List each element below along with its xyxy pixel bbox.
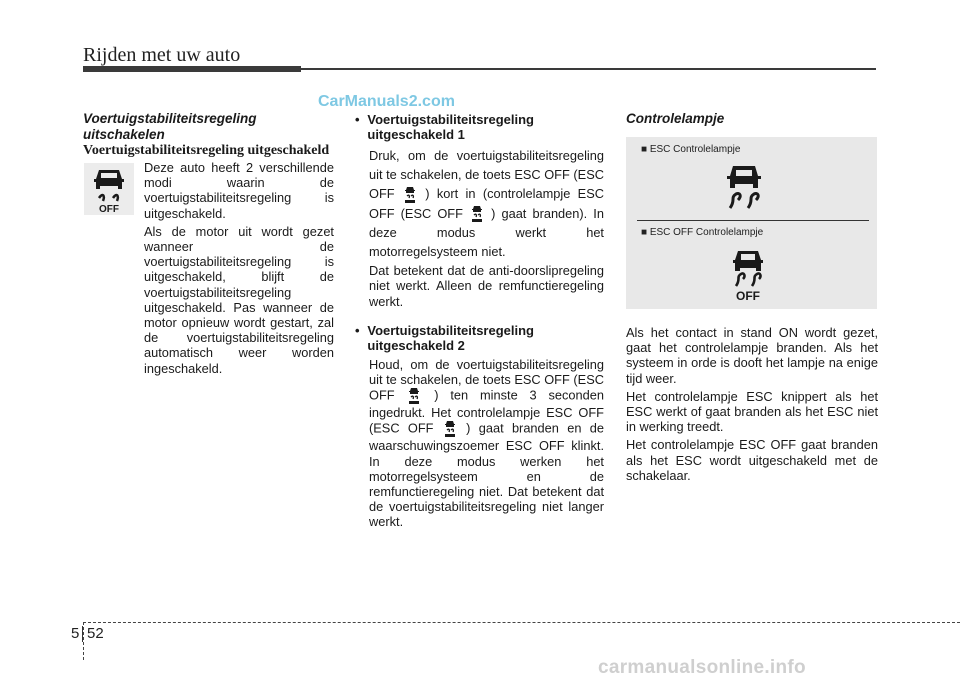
header-rule [301,68,876,70]
esc-off-icon [84,163,134,215]
bullet2-title: Voertuigstabiliteitsregeling uitgeschakeld 2 [367,322,534,353]
section-heading-line2: uitschakelen [83,127,165,142]
esc-off-small-icon [444,420,456,438]
bullet2-text-a: Houd, om de voertuigstabiliteitsregeling uit te schakelen, de toets ESC OFF (ESC OFF [369,356,604,403]
panel-label-esc-off: ■ ESC OFF Controlelampje [641,227,764,238]
col3-para3: Het controlelampje ESC OFF gaat branden als het ESC wordt uitgeschakeld met de schakelaar. [626,437,878,483]
panel-divider [637,220,869,221]
bullet2-text-b: ) ten minste 3 seconden ingedrukt. Het controlelampje ESC OFF (ESC OFF [369,387,604,436]
bullet2-body [355,357,604,530]
bullet2 [355,323,604,353]
col2-content [355,112,604,532]
subheading: Voertuigstabiliteitsregeling uitgeschakeld [83,143,330,158]
col3-para1: Als het contact in stand ON wordt gezet, gaat het controlelampje branden. Als het systeem in orde is dooft het lampje na enige tijd weer. [626,325,878,386]
bullet1-text-b: ) kort in (controlelampje ESC OFF (ESC OFF [369,186,604,221]
footer-rule [83,622,960,623]
bullet1-body [355,146,604,309]
footer-vertical-rule [83,622,84,660]
bullet-dot: • [355,322,360,338]
bullet1 [355,112,604,142]
esc-off-small-icon [471,205,483,223]
col3-para2: Het controlelampje ESC knippert als het ESC werkt of gaat branden als het ESC niet in werking treedt. [626,388,878,435]
bullet2-text-c: ) gaat branden en de waarschuwingszoemer ESC OFF klinkt. In deze modus werken het motorregelsysteem en de remfunctieregeling niet. Dat betekent dat de voertuigstabiliteitsregeling niet langer werkt. [369,420,605,530]
bullet1-para2: Dat betekent dat de anti-doorslipregeling niet werkt. Alleen de remfunctieregeling werkt. [369,263,604,309]
esc-off-indicator-label: OFF [736,289,760,302]
col1-body [144,160,334,379]
chapter-number: 5 [71,625,80,642]
header-accent-bar [83,66,301,72]
controlelampje-heading: Controlelampje [626,111,725,126]
esc-off-small-icon [404,186,416,204]
esc-off-indicator-icon [728,248,768,302]
watermark-bottom: carmanualsonline.info [598,657,806,678]
esc-off-icon-label: OFF [99,204,119,215]
page-header-title: Rijden met uw auto [83,44,241,66]
col1-para2: Als de motor uit wordt gezet wanneer de voertuigstabiliteitsregeling is uitgeschakeld, blijft de voertuigstabiliteitsregeling uitgeschakeld. Pas wanneer de motor opnieuw wordt gestart, zal de voertuigstabiliteitsregeling automatisch weer worden ingeschakeld. [144,223,334,376]
bullet1-title: Voertuigstabiliteitsregeling uitgeschakeld 1 [367,112,534,142]
panel-label-esc: ■ ESC Controlelampje [641,144,741,155]
col1-para1: Deze auto heeft 2 verschillende modi waarin de voertuigstabiliteitsregeling is uitgeschakeld. [144,160,334,221]
watermark-top: CarManuals2.com [318,93,455,110]
section-heading-line1: Voertuigstabiliteitsregeling [83,111,257,126]
page-number: 52 [87,625,104,642]
page-number-divider [82,626,83,642]
bullet-dot: • [355,112,360,127]
col3-body [626,325,878,486]
esc-indicator-icon [722,162,766,212]
esc-off-small-icon [408,387,420,405]
bullet1-text-a: Druk, om de voertuigstabiliteitsregeling uit te schakelen, de toets ESC OFF (ESC OFF [369,148,604,201]
section-heading [83,111,323,143]
bullet1-text-c: ) gaat branden). In deze modus werkt het motorregelsysteem niet. [369,205,604,260]
